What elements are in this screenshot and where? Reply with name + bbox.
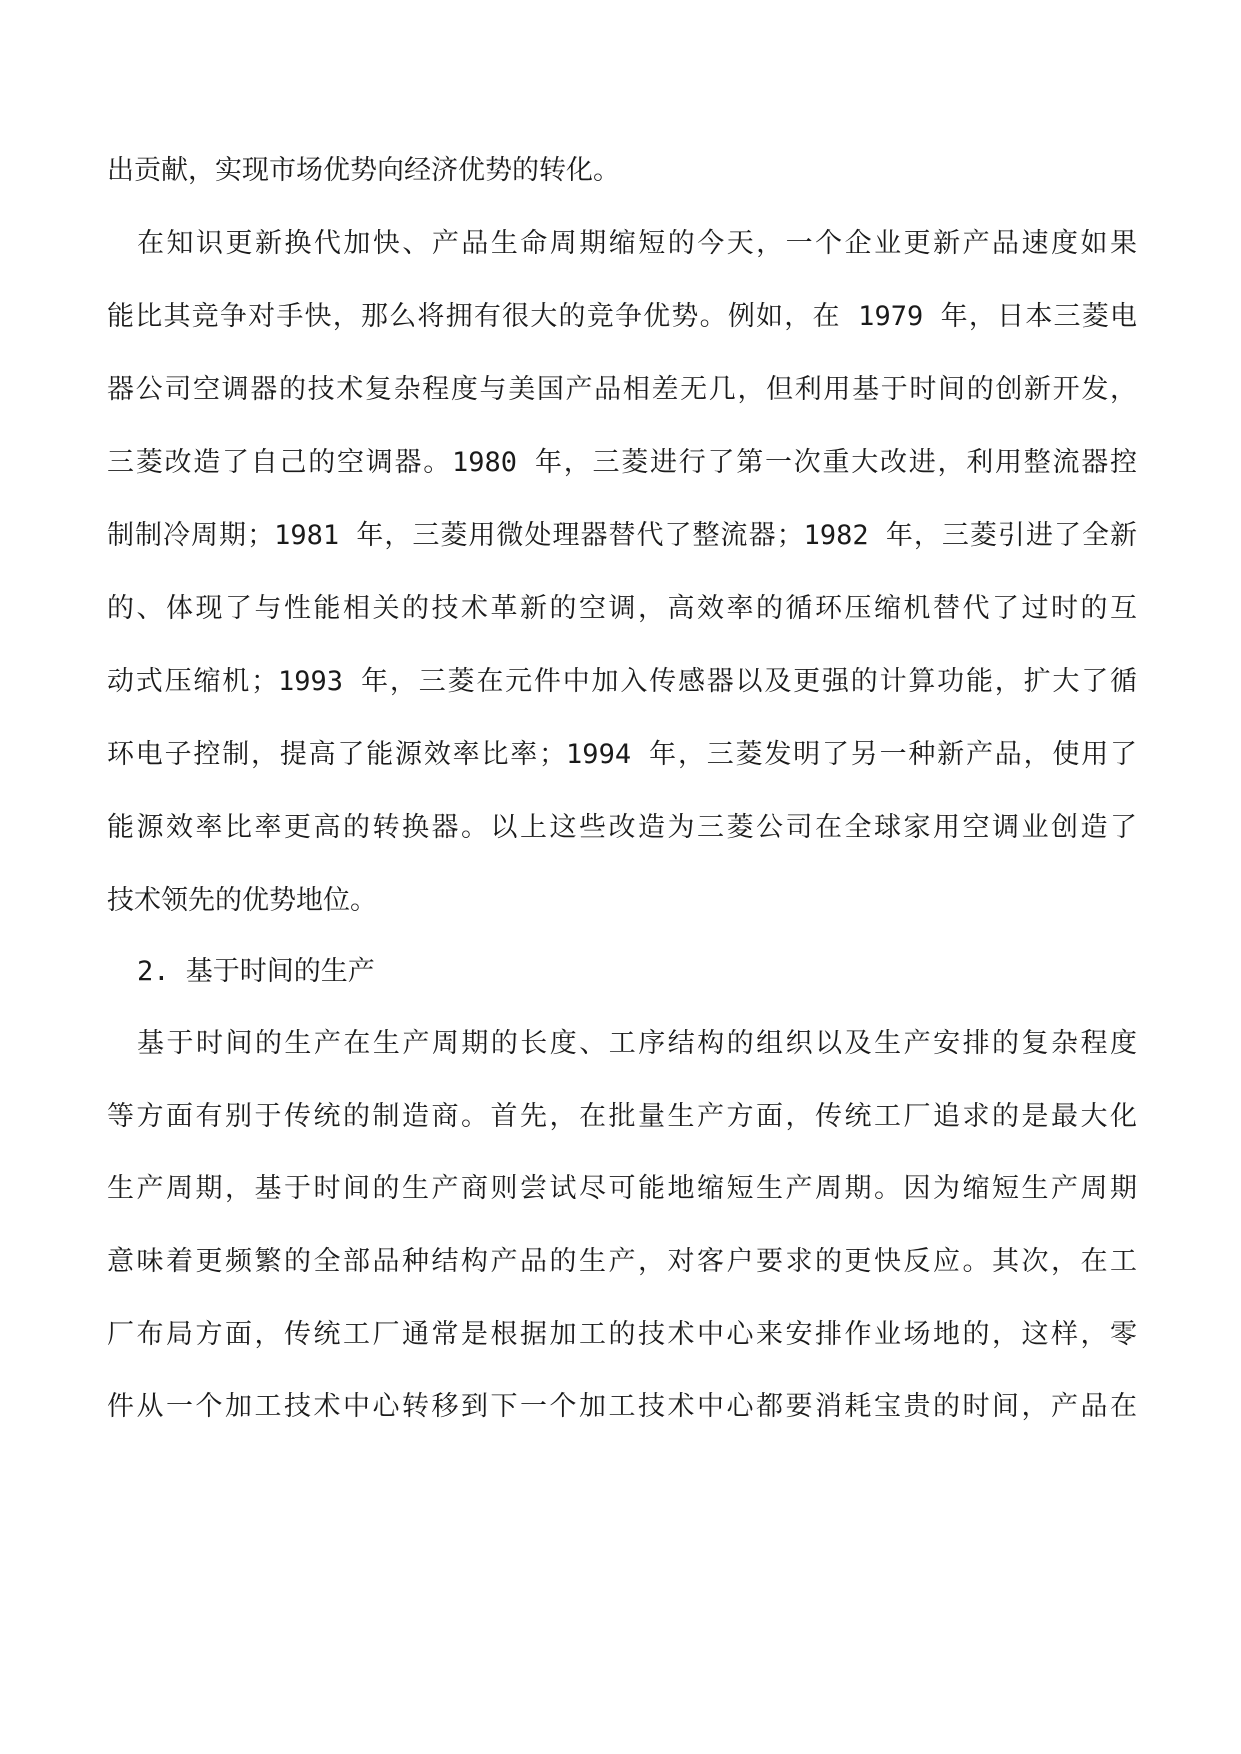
text-line: 等方面有别于传统的制造商。首先，在批量生产方面，传统工厂追求的是最大化	[107, 1101, 1137, 1132]
text-line: 的、体现了与性能相关的技术革新的空调，高效率的循环压缩机替代了过时的互	[107, 593, 1137, 624]
text-line: 能比其竞争对手快，那么将拥有很大的竞争优势。例如，在 1979 年，日本三菱电	[107, 301, 1137, 332]
text-line: 意味着更频繁的全部品种结构产品的生产，对客户要求的更快反应。其次，在工	[107, 1246, 1137, 1277]
text-line: 在知识更新换代加快、产品生命周期缩短的今天，一个企业更新产品速度如果	[137, 228, 1137, 259]
text-line: 技术领先的优势地位。	[107, 885, 377, 916]
text-line: 三菱改造了自己的空调器。1980 年，三菱进行了第一次重大改进，利用整流器控	[107, 447, 1137, 478]
text-line: 制制冷周期；1981 年，三菱用微处理器替代了整流器；1982 年，三菱引进了全新	[107, 520, 1137, 551]
text-line: 厂布局方面，传统工厂通常是根据加工的技术中心来安排作业场地的，这样，零	[107, 1319, 1137, 1350]
text-line: 环电子控制，提高了能源效率比率；1994 年，三菱发明了另一种新产品，使用了	[107, 739, 1137, 770]
section-heading: 2. 基于时间的生产	[137, 956, 375, 987]
text-line: 器公司空调器的技术复杂程度与美国产品相差无几，但利用基于时间的创新开发，	[107, 374, 1137, 405]
text-line: 生产周期，基于时间的生产商则尝试尽可能地缩短生产周期。因为缩短生产周期	[107, 1173, 1137, 1204]
text-line: 出贡献，实现市场优势向经济优势的转化。	[107, 155, 620, 186]
text-line: 能源效率比率更高的转换器。以上这些改造为三菱公司在全球家用空调业创造了	[107, 812, 1137, 843]
text-line: 基于时间的生产在生产周期的长度、工序结构的组织以及生产安排的复杂程度	[137, 1028, 1137, 1059]
text-line: 件从一个加工技术中心转移到下一个加工技术中心都要消耗宝贵的时间，产品在	[107, 1391, 1137, 1422]
text-line: 动式压缩机；1993 年，三菱在元件中加入传感器以及更强的计算功能，扩大了循	[107, 666, 1137, 697]
